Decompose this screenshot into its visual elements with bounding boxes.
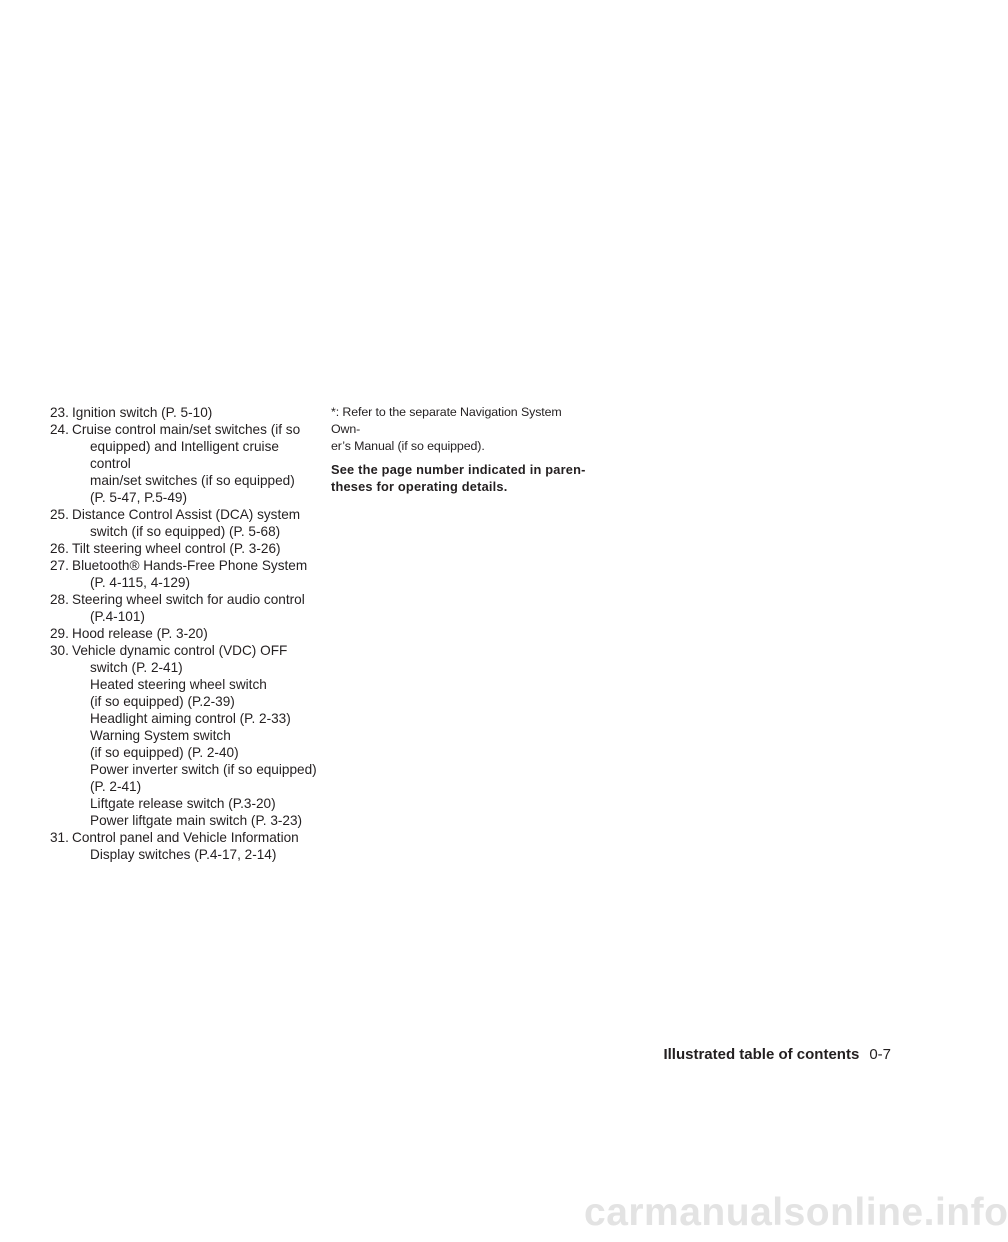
entry-text: Control panel and Vehicle Information [72, 830, 299, 845]
entry-text: Liftgate release switch (P.3-20) [90, 796, 276, 811]
instruction-line: theses for operating details. [331, 479, 508, 494]
entry-text: Heated steering wheel switch [90, 677, 267, 692]
entry-text: Tilt steering wheel control (P. 3-26) [72, 541, 281, 556]
entry-text: Cruise control main/set switches (if so [72, 422, 301, 437]
toc-entry-27 [50, 557, 320, 591]
entry-text: Power inverter switch (if so equipped) [90, 762, 317, 777]
toc-entry-26 [50, 540, 320, 557]
toc-entry-28 [50, 591, 320, 625]
entry-number: 29. [50, 626, 69, 641]
entry-text: (P. 2-41) [90, 779, 142, 794]
entry-text: Distance Control Assist (DCA) system [72, 507, 301, 522]
entry-text: (if so equipped) (P. 2-40) [90, 745, 239, 760]
entry-text: Ignition switch (P. 5-10) [72, 405, 213, 420]
toc-list [50, 404, 320, 863]
entry-text: Display switches (P.4-17, 2-14) [90, 847, 277, 862]
entry-number: 28. [50, 592, 69, 607]
entry-number: 26. [50, 541, 69, 556]
page-number: 0-7 [869, 1046, 891, 1063]
entry-number: 30. [50, 643, 69, 658]
entry-text: Headlight aiming control (P. 2-33) [90, 711, 291, 726]
toc-entry-24 [50, 421, 320, 506]
entry-text: Steering wheel switch for audio control [72, 592, 305, 607]
instruction-line: See the page number indicated in paren- [331, 462, 586, 477]
page-number-instruction [331, 461, 586, 495]
notes-column [331, 404, 586, 495]
entry-text: Vehicle dynamic control (VDC) OFF [72, 643, 288, 658]
toc-entry-30 [50, 642, 320, 829]
entry-text: Warning System switch [90, 728, 231, 743]
entry-text: Bluetooth® Hands-Free Phone System [72, 558, 308, 573]
entry-number: 24. [50, 422, 69, 437]
entry-text: (P. 5-47, P.5-49) [90, 490, 187, 505]
navigation-note [331, 404, 586, 455]
entry-text: (P. 4-115, 4-129) [90, 575, 191, 590]
entry-number: 25. [50, 507, 69, 522]
entry-number: 27. [50, 558, 69, 573]
note-line: er’s Manual (if so equipped). [331, 439, 485, 453]
entry-text: Hood release (P. 3-20) [72, 626, 208, 641]
entry-text: switch (P. 2-41) [90, 660, 183, 675]
page-footer [600, 1046, 891, 1063]
toc-entry-31 [50, 829, 320, 863]
toc-entry-29 [50, 625, 320, 642]
entry-number: 23. [50, 405, 69, 420]
entry-text: main/set switches (if so equipped) [90, 473, 295, 488]
entry-text: (P.4-101) [90, 609, 145, 624]
watermark: carmanualsonline.info [584, 1191, 1008, 1234]
section-title: Illustrated table of contents [663, 1046, 860, 1063]
entry-text: equipped) and Intelligent cruise control [90, 439, 279, 471]
toc-entry-25 [50, 506, 320, 540]
entry-text: Power liftgate main switch (P. 3-23) [90, 813, 303, 828]
entry-text: (if so equipped) (P.2-39) [90, 694, 235, 709]
toc-entry-23 [50, 404, 320, 421]
entry-text: switch (if so equipped) (P. 5-68) [90, 524, 281, 539]
entry-number: 31. [50, 830, 69, 845]
note-line: *: Refer to the separate Navigation System Own- [331, 405, 562, 436]
